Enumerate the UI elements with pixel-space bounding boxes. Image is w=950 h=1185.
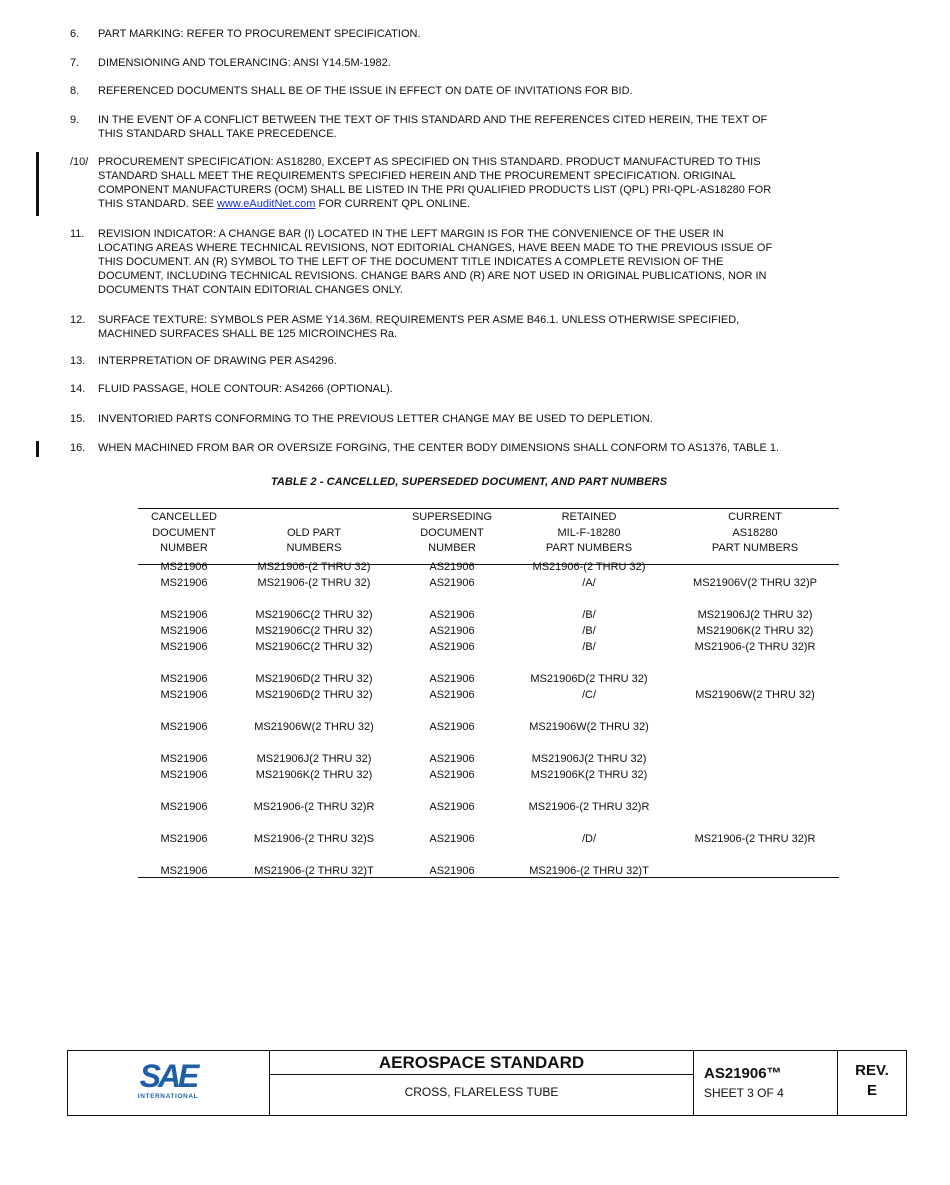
table-cell: AS21906: [429, 753, 475, 765]
column-header-line: DOCUMENT: [152, 526, 216, 539]
table-cell: MS21906: [160, 577, 208, 589]
column-header: [680, 510, 830, 557]
note-text: [98, 84, 878, 98]
note-number: 16.: [70, 442, 86, 454]
table-cell: MS21906V(2 THRU 32)P: [693, 577, 817, 589]
table-cell: MS21906J(2 THRU 32): [531, 753, 647, 765]
note-number: 9.: [70, 114, 80, 126]
note-number: 13.: [70, 355, 86, 367]
table-cell: MS21906: [160, 641, 208, 653]
note-text: [98, 441, 878, 455]
column-header-line: PART NUMBERS: [545, 542, 633, 554]
sae-logo-subtext: INTERNATIONAL: [137, 1093, 199, 1100]
table-cell: AS21906: [429, 801, 475, 813]
table-cell: /C/: [581, 689, 597, 701]
table-cell: MS21906: [160, 865, 208, 877]
note-line: MACHINED SURFACES SHALL BE 125 MICROINCHES Ra.: [98, 328, 398, 340]
table-cell: MS21906: [160, 609, 208, 621]
column-header: [377, 510, 527, 557]
note-line: DOCUMENTS THAT CONTAIN EDITORIAL CHANGES ONLY.: [98, 284, 403, 296]
table-cell: MS21906: [160, 673, 208, 685]
note-number: 15.: [70, 413, 86, 425]
note-number: /10/: [70, 156, 89, 168]
note-line: SURFACE TEXTURE: SYMBOLS PER ASME Y14.36M. REQUIREMENTS PER ASME B46.1. UNLESS OTHERWISE SPECIFIED,: [98, 314, 740, 326]
table-cell: AS21906: [429, 625, 475, 637]
table-cell: MS21906-(2 THRU 32)R: [694, 641, 816, 653]
note-line: [98, 197, 878, 211]
note-line: LOCATING AREAS WHERE TECHNICAL REVISIONS, NOT EDITORIAL CHANGES, HAVE BEEN MADE TO THE PREVIOUS ISSUE OF: [98, 242, 773, 254]
table-cell: MS21906-(2 THRU 32)R: [528, 801, 650, 813]
table-cell: MS21906-(2 THRU 32)R: [253, 801, 375, 813]
column-header-line: PART NUMBERS: [711, 542, 799, 554]
table-cell: AS21906: [429, 673, 475, 685]
note-number: 11.: [70, 228, 85, 240]
sae-logo: [68, 1051, 269, 1115]
table-cell: MS21906: [160, 689, 208, 701]
column-header-line: CURRENT: [728, 511, 782, 523]
table-cell: MS21906: [160, 801, 208, 813]
table-cell: MS21906C(2 THRU 32): [255, 609, 373, 621]
note-text: [98, 27, 878, 41]
table-cell: MS21906D(2 THRU 32): [255, 673, 373, 685]
table-cell: MS21906K(2 THRU 32): [530, 769, 648, 781]
table-cell: MS21906W(2 THRU 32): [529, 721, 649, 733]
note-line: FLUID PASSAGE, HOLE CONTOUR: AS4266 (OPTIONAL).: [98, 383, 393, 395]
table-cell: MS21906-(2 THRU 32)R: [694, 833, 816, 845]
table-cell: MS21906: [160, 769, 208, 781]
table-cell: AS21906: [429, 721, 475, 733]
revision-value: E: [866, 1082, 877, 1099]
column-header-line: OLD PART: [287, 526, 341, 539]
sheet-number: SHEET 3 OF 4: [704, 1086, 784, 1100]
table-cell: /B/: [582, 641, 596, 653]
table-cell: MS21906W(2 THRU 32): [254, 721, 374, 733]
eauditnet-link[interactable]: www.eAuditNet.com: [216, 198, 316, 210]
note-line: INVENTORIED PARTS CONFORMING TO THE PREVIOUS LETTER CHANGE MAY BE USED TO DEPLETION.: [98, 413, 653, 425]
note-line: THIS STANDARD SHALL TAKE PRECEDENCE.: [98, 128, 337, 140]
column-header-line: DOCUMENT: [420, 526, 484, 539]
table-cell: AS21906: [429, 689, 475, 701]
note-number: 14.: [70, 383, 86, 395]
table-cell: AS21906: [429, 833, 475, 845]
standard-label: AEROSPACE STANDARD: [270, 1051, 693, 1075]
table-cell: /A/: [582, 577, 596, 589]
note-line: PART MARKING: REFER TO PROCUREMENT SPECIFICATION.: [98, 28, 421, 40]
table-cell: MS21906K(2 THRU 32): [255, 769, 373, 781]
note-line: DOCUMENT, INCLUDING TECHNICAL REVISIONS. CHANGE BARS AND (R) ARE NOT USED IN ORIGINAL PUBLICATIONS, NOR IN: [98, 270, 767, 282]
note-line: PROCUREMENT SPECIFICATION: AS18280, EXCEPT AS SPECIFIED ON THIS STANDARD. PRODUCT MANUFACTURED TO THIS: [98, 156, 761, 168]
table-cell: MS21906: [160, 625, 208, 637]
change-bar-note-10: [36, 152, 39, 216]
table-cell: MS21906-(2 THRU 32)T: [529, 865, 649, 877]
table-cell: MS21906: [160, 561, 208, 573]
column-header-line: CANCELLED: [150, 511, 218, 523]
title-block: [67, 1050, 907, 1116]
table-cell: MS21906: [160, 753, 208, 765]
table-cell: MS21906: [160, 833, 208, 845]
note-text: [98, 382, 878, 396]
note-line-suffix: FOR CURRENT QPL ONLINE.: [315, 198, 471, 210]
column-header-line: SUPERSEDING: [411, 511, 493, 523]
table-cell: MS21906: [160, 721, 208, 733]
note-line: INTERPRETATION OF DRAWING PER AS4296.: [98, 355, 337, 367]
table-cell: AS21906: [429, 609, 475, 621]
table-cell: /B/: [582, 625, 596, 637]
note-line: THIS DOCUMENT. AN (R) SYMBOL TO THE LEFT OF THE DOCUMENT TITLE INDICATES A COMPLETE REVISION OF THE: [98, 256, 724, 268]
table-cell: MS21906J(2 THRU 32): [256, 753, 372, 765]
note-text: [98, 113, 878, 141]
column-header-line: NUMBER: [160, 542, 208, 554]
column-header-line: [239, 510, 389, 526]
table-cell: MS21906-(2 THRU 32): [257, 577, 371, 589]
table-cell: MS21906-(2 THRU 32)T: [254, 865, 374, 877]
note-text: [98, 412, 878, 426]
parts-table: [138, 508, 839, 878]
table-cell: MS21906J(2 THRU 32): [697, 609, 813, 621]
table-cell: MS21906K(2 THRU 32): [696, 625, 814, 637]
column-header: [514, 510, 664, 557]
note-line: STANDARD SHALL MEET THE REQUIREMENTS SPECIFIED HEREIN AND THE PROCUREMENT SPECIFICATION. ORIGINAL: [98, 170, 736, 182]
note-text: [98, 56, 878, 70]
column-header-line: NUMBERS: [286, 542, 342, 554]
column-header-line: RETAINED: [561, 511, 617, 523]
note-number: 12.: [70, 314, 86, 326]
table-cell: /B/: [582, 609, 596, 621]
note-line-prefix: THIS STANDARD. SEE: [98, 198, 217, 210]
table-cell: MS21906-(2 THRU 32)S: [253, 833, 375, 845]
table-cell: AS21906: [429, 769, 475, 781]
note-line: WHEN MACHINED FROM BAR OR OVERSIZE FORGING, THE CENTER BODY DIMENSIONS SHALL CONFORM TO AS1376, TABLE 1.: [98, 442, 780, 454]
note-line: REFERENCED DOCUMENTS SHALL BE OF THE ISSUE IN EFFECT ON DATE OF INVITATIONS FOR BID.: [98, 85, 633, 97]
table-cell: /D/: [581, 833, 597, 845]
table-cell: MS21906-(2 THRU 32): [532, 561, 646, 573]
note-text: [98, 155, 878, 211]
note-line: IN THE EVENT OF A CONFLICT BETWEEN THE TEXT OF THIS STANDARD AND THE REFERENCES CITED HEREIN, THE TEXT OF: [98, 114, 768, 126]
note-number: 6.: [70, 28, 80, 40]
table-bottom-rule: [138, 877, 839, 878]
table-cell: MS21906C(2 THRU 32): [255, 641, 373, 653]
note-line: COMPONENT MANUFACTURERS (OCM) SHALL BE LISTED IN THE PRI QUALIFIED PRODUCTS LIST (QPL) PRI-QPL-AS18280 FOR: [98, 184, 772, 196]
table-cell: AS21906: [429, 577, 475, 589]
table-cell: MS21906C(2 THRU 32): [255, 625, 373, 637]
table-cell: MS21906-(2 THRU 32): [257, 561, 371, 573]
change-bar-note-16: [36, 441, 39, 457]
note-line: DIMENSIONING AND TOLERANCING: ANSI Y14.5M-1982.: [98, 57, 391, 69]
table-cell: MS21906D(2 THRU 32): [255, 689, 373, 701]
note-text: [98, 227, 878, 297]
table-cell: AS21906: [429, 561, 475, 573]
table-cell: MS21906W(2 THRU 32): [695, 689, 815, 701]
note-number: 7.: [70, 57, 80, 69]
table-cell: AS21906: [429, 641, 475, 653]
note-line: REVISION INDICATOR: A CHANGE BAR (I) LOCATED IN THE LEFT MARGIN IS FOR THE CONVENIENCE OF THE USER IN: [98, 228, 724, 240]
table-top-rule: [138, 508, 839, 509]
sae-logo-mark: SAE: [139, 1058, 197, 1094]
note-number: 8.: [70, 85, 80, 97]
column-header-line: MIL-F-18280: [557, 526, 621, 539]
revision-label: REV.: [855, 1062, 889, 1079]
column-header: [109, 510, 259, 557]
column-header: [239, 510, 389, 557]
note-text: [98, 313, 878, 341]
table-cell: AS21906: [429, 865, 475, 877]
title-block-divider: [693, 1051, 694, 1115]
column-header-line: AS18280: [732, 526, 778, 539]
note-text: [98, 354, 878, 368]
column-header-line: NUMBER: [428, 542, 476, 554]
document-number: AS21906™: [704, 1065, 782, 1082]
table-cell: MS21906D(2 THRU 32): [530, 673, 648, 685]
table-title: TABLE 2 - CANCELLED, SUPERSEDED DOCUMENT, AND PART NUMBERS: [270, 476, 668, 488]
document-title: CROSS, FLARELESS TUBE: [404, 1085, 559, 1099]
